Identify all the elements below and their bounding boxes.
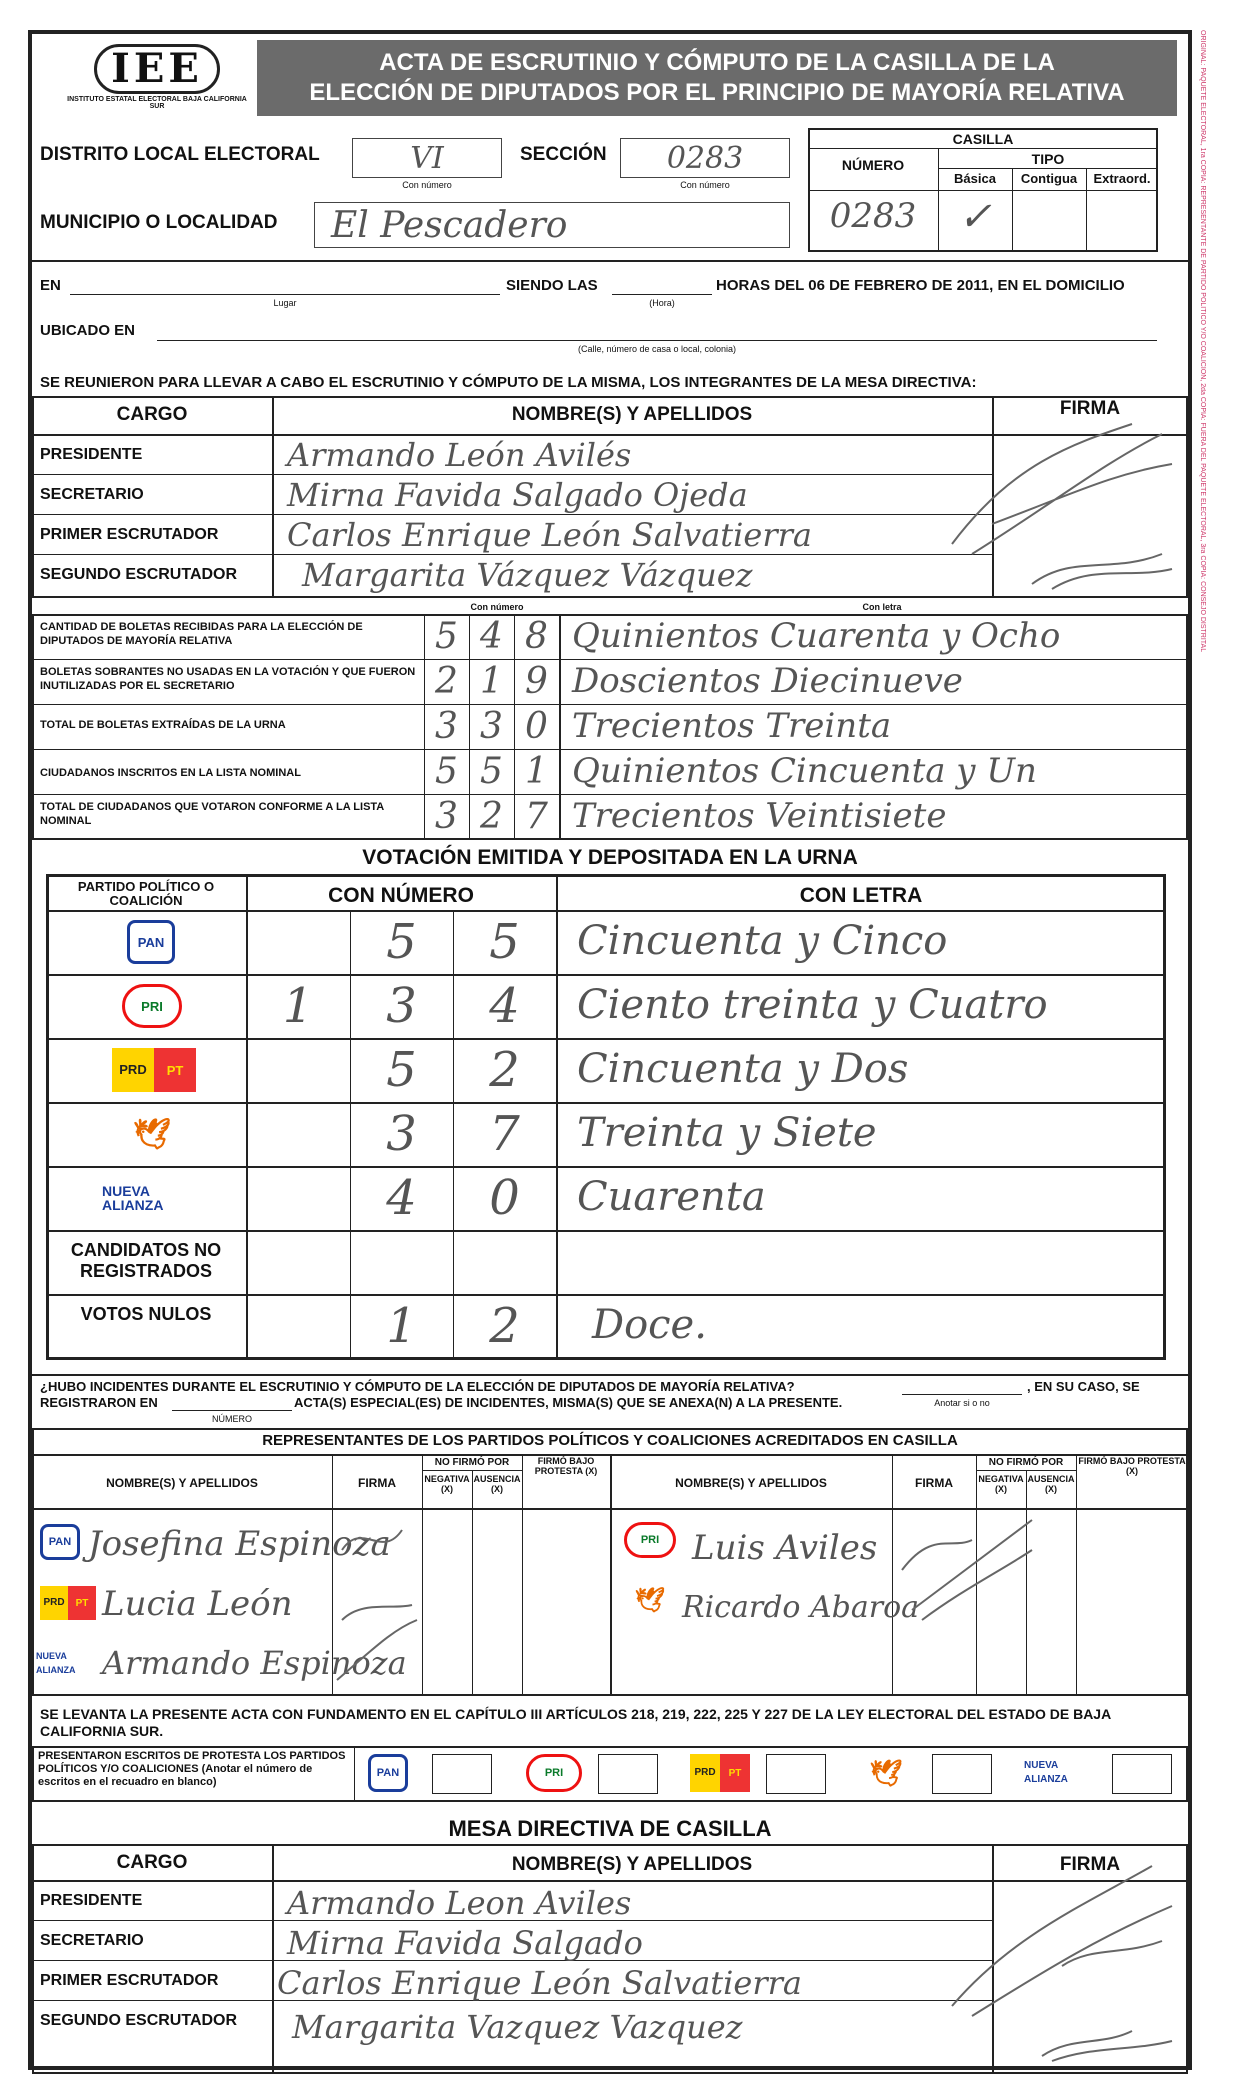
calle-hint: (Calle, número de casa o local, colonia) [577,344,737,354]
municipio-field[interactable] [314,202,790,248]
count-letra-4: Trecientos Veintisiete [572,796,947,836]
distrito-value: VI [410,141,444,176]
incidentes-question-end: , EN SU CASO, SE [1027,1379,1140,1394]
count-letra-3: Quinientos Cincuenta y Un [572,751,1037,791]
ubicado-label: UBICADO EN [40,322,136,339]
rep-ausencia-left: AUSENCIA (X) [473,1474,521,1494]
vote-digit-1-0: 1 [282,978,314,1034]
rep-left-name-1: Lucia León [102,1584,293,1624]
iee-logo [62,44,252,114]
title-band [257,40,1177,116]
rep-left-name-2: Armando Espinoza [102,1644,407,1682]
rep-right-name-0: Luis Aviles [692,1528,878,1568]
rep-right-signatures [892,1510,1042,1630]
basica-check[interactable]: ✓ [958,194,992,240]
candidatos-no-registrados-label: CANDIDATOS NO REGISTRADOS [70,1240,222,1281]
mesa2-name-1: Mirna Favida Salgado [287,1924,643,1962]
reunieron-text: SE REUNIERON PARA LLEVAR A CABO EL ESCRUTINIO Y CÓMPUTO DE LA MISMA, LOS INTEGRANTES DE LA MESA DIRECTIVA: [40,374,977,391]
seccion-hint: Con número [680,180,730,190]
count-digit-1-0: 2 [435,661,458,702]
rep-nombres-header-right: NOMBRE(S) Y APELLIDOS [675,1476,827,1490]
count-digit-4-1: 2 [480,796,503,837]
mesa1-name-3: Margarita Vázquez Vázquez [302,556,753,594]
count-digit-2-1: 3 [480,706,503,747]
mesa1-cargo-2: PRIMER ESCRUTADOR [40,526,219,543]
mesa2-cargo-1: SECRETARIO [40,1932,144,1949]
vote-digit-1-2: 4 [489,978,520,1034]
rep-convergencia-icon: 🕊 [634,1586,666,1614]
vote-digit-2-1: 5 [386,1042,417,1098]
rep-protesta-right: FIRMÓ BAJO PROTESTA (X) [1078,1456,1186,1476]
vote-digit-4-2: 0 [489,1170,520,1226]
vote-digit-2-2: 2 [489,1042,520,1098]
rep-ausencia-right: AUSENCIA (X) [1027,1474,1075,1494]
seccion-value: 0283 [666,141,744,176]
extraord-label: Extraord. [1093,171,1151,186]
mesa1-cargo-3: SEGUNDO ESCRUTADOR [40,566,238,583]
letra-header: CON LETRA [799,884,923,907]
basica-label: Básica [954,171,996,186]
vote-letra-0: Cincuenta y Cinco [577,918,948,964]
distrito-label: DISTRITO LOCAL ELECTORAL [40,144,320,165]
count-label-3: CIUDADANOS INSCRITOS EN LA LISTA NOMINAL [40,767,301,779]
en-label: EN [40,277,61,294]
protesta-nueva-alianza-icon: NUEVA ALIANZA [1024,1760,1068,1785]
anotar-hint: Anotar si o no [934,1398,990,1408]
mesa2-cargo-2: PRIMER ESCRUTADOR [40,1972,219,1989]
mesa1-cargo-header: CARGO [116,404,188,425]
rep-protesta-left: FIRMÓ BAJO PROTESTA (X) [534,1456,598,1476]
protesta-prd-pt-icon: PRD PT [690,1754,750,1792]
mesa2-title: MESA DIRECTIVA DE CASILLA [448,1816,772,1841]
vote-digit-6-1: 1 [386,1298,417,1354]
mesa1-nombres-header: NOMBRE(S) Y APELLIDOS [511,404,753,425]
vote-letra-3: Treinta y Siete [577,1110,877,1156]
municipio-value: El Pescadero [331,205,568,246]
count-digit-3-1: 5 [480,751,503,792]
numero-header: CON NÚMERO [328,884,474,907]
rep-firma-header-right: FIRMA [915,1476,953,1490]
rep-nueva-alianza-icon: NUEVA ALIANZA [36,1651,76,1675]
count-digit-1-2: 9 [525,661,548,702]
lugar-hint: Lugar [273,298,297,308]
title-line-1: ACTA DE ESCRUTINIO Y CÓMPUTO DE LA CASILLA DE LA [379,49,1055,76]
rep-prd-pt-icon: PRD PT [40,1586,96,1620]
count-digit-4-2: 7 [525,796,548,837]
nueva-alianza-logo-icon: NUEVA ALIANZA [102,1183,164,1213]
horas-text: HORAS DEL 06 DE FEBRERO DE 2011, EN EL DOMICILIO [716,277,1125,294]
partido-header: PARTIDO POLÍTICO O COALICIÓN [77,879,215,908]
rep-right-name-1: Ricardo Abaroa [682,1590,920,1625]
counts-letra-hint: Con letra [862,602,902,612]
protesta-pan-box[interactable] [432,1754,492,1794]
rep-pan-icon: PAN [40,1524,80,1560]
mesa2-name-3: Margarita Vazquez Vazquez [292,2008,743,2046]
protesta-conv-box[interactable] [932,1754,992,1794]
representantes-title: REPRESENTANTES DE LOS PARTIDOS POLÍTICOS Y COALICIONES ACREDITADOS EN CASILLA [262,1432,958,1449]
incidentes-acta-text: ACTA(S) ESPECIAL(ES) DE INCIDENTES, MISMA(S) QUE SE ANEXA(N) A LA PRESENTE. [294,1395,843,1410]
pri-logo-icon: PRI [122,984,182,1028]
count-label-1: BOLETAS SOBRANTES NO USADAS EN LA VOTACIÓN Y QUE FUERON INUTILIZADAS POR EL SECRETARIO [40,666,416,692]
pan-logo-icon: PAN [127,920,175,964]
vote-letra-6: Doce. [592,1302,707,1348]
rep-negativa-right: NEGATIVA (X) [978,1474,1024,1494]
mesa1-name-1: Mirna Favida Salgado Ojeda [287,476,748,514]
distrito-hint: Con número [402,180,452,190]
rep-left-name-0: Josefina Espinoza [88,1524,391,1564]
vote-letra-2: Cincuenta y Dos [577,1046,909,1092]
count-digit-3-2: 1 [525,751,548,792]
vote-digit-1-1: 3 [386,978,417,1034]
incidentes-registraron: REGISTRARON EN [40,1395,158,1410]
count-label-2: TOTAL DE BOLETAS EXTRAÍDAS DE LA URNA [40,719,286,731]
rep-nofirmo-left: NO FIRMÓ POR [434,1457,510,1468]
vote-letra-4: Cuarenta [577,1174,766,1220]
mesa2-nombres-header: NOMBRE(S) Y APELLIDOS [511,1854,753,1875]
vote-letra-1: Ciento treinta y Cuatro [577,982,1048,1028]
mesa1-name-0: Armando León Avilés [287,436,632,474]
counts-numero-hint: Con número [470,602,524,612]
votacion-title: VOTACIÓN EMITIDA Y DEPOSITADA EN LA URNA [362,846,858,869]
casilla-numero-value: 0283 [829,196,917,236]
rep-left-signatures [332,1510,422,1694]
count-letra-1: Doscientos Diecinueve [572,661,963,701]
mesa1-cargo-1: SECRETARIO [40,486,144,503]
convergencia-logo-icon: 🕊 [132,1117,172,1151]
protesta-pri-icon: PRI [526,1754,582,1792]
count-letra-0: Quinientos Cuarenta y Ocho [572,616,1061,656]
count-label-0: CANTIDAD DE BOLETAS RECIBIDAS PARA LA ELECCIÓN DE DIPUTADOS DE MAYORÍA RELATIVA [40,621,363,647]
count-digit-0-1: 4 [480,616,503,657]
incidentes-question: ¿HUBO INCIDENTES DURANTE EL ESCRUTINIO Y CÓMPUTO DE LA ELECCIÓN DE DIPUTADOS DE MAYORÍA RELATIVA? [40,1379,795,1394]
numero-hint: NÚMERO [212,1414,252,1424]
numero-label: NÚMERO [841,157,905,173]
fundamento-text: SE LEVANTA LA PRESENTE ACTA CON FUNDAMENTO EN EL CAPÍTULO III ARTÍCULOS 218, 219, 222, 225 Y 227 DE LA LEY ELECTORAL DEL ESTADO DE BAJA CALIFORNIA SUR. [40,1706,1111,1739]
count-digit-1-1: 1 [480,661,503,702]
casilla-label: CASILLA [952,131,1014,147]
distrito-field[interactable] [352,138,502,178]
mesa2-cargo-3: SEGUNDO ESCRUTADOR [40,2012,238,2029]
mesa1-cargo-0: PRESIDENTE [40,446,143,463]
rep-negativa-left: NEGATIVA (X) [424,1474,470,1494]
protesta-na-box[interactable] [1112,1754,1172,1794]
vote-digit-6-2: 2 [489,1298,520,1354]
seccion-field[interactable] [620,138,790,178]
protesta-convergencia-icon: 🕊 [869,1757,903,1788]
contigua-label: Contigua [1020,171,1078,186]
protesta-prd-pt-box[interactable] [766,1754,826,1794]
count-digit-2-0: 3 [435,706,458,747]
hora-hint: (Hora) [649,298,675,308]
vote-digit-4-1: 4 [386,1170,417,1226]
vote-digit-0-2: 5 [489,914,520,970]
municipio-label: MUNICIPIO O LOCALIDAD [40,212,278,233]
mesa1-firma-header: FIRMA [1059,398,1121,419]
votos-nulos-label: VOTOS NULOS [80,1304,212,1324]
siendo-label: SIENDO LAS [506,277,598,294]
rep-firma-header-left: FIRMA [358,1476,396,1490]
mesa2-cargo-header: CARGO [116,1852,188,1873]
mesa2-name-0: Armando Leon Aviles [287,1884,632,1922]
mesa1-signatures [932,404,1182,594]
mesa1-name-2: Carlos Enrique León Salvatierra [287,516,812,554]
protesta-text: PRESENTARON ESCRITOS DE PROTESTA LOS PARTIDOS POLÍTICOS Y/O COALICIONES (Anotar el número de escritos en el recuadro en blanco) [38,1750,346,1788]
vote-digit-3-2: 7 [489,1106,520,1162]
count-digit-0-0: 5 [435,616,458,657]
protesta-pri-box[interactable] [598,1754,658,1794]
acta-sheet [28,30,1192,2070]
count-digit-3-0: 5 [435,751,458,792]
rep-pri-icon: PRI [624,1522,676,1558]
count-letra-2: Trecientos Treinta [572,706,892,746]
logo-text: IEE [94,44,220,94]
count-digit-2-2: 0 [525,706,548,747]
rep-nombres-header-left: NOMBRE(S) Y APELLIDOS [106,1476,258,1490]
count-digit-4-0: 3 [435,796,458,837]
mesa2-firma-header: FIRMA [1059,1854,1121,1875]
rep-nofirmo-right: NO FIRMÓ POR [988,1457,1064,1468]
side-copy-strip: ORIGINAL: PAQUETE ELECTORAL, 1ra COPIA: REPRESENTANTE DE PARTIDO POLÍTICO Y/O COALICIÓN, 2da COPIA: FUERA DEL PAQUETE ELECTORAL, 3ra COPIA: CONSEJO DISTRITAL [1199,30,1206,653]
tipo-label: TIPO [1031,151,1065,167]
title-line-2: ELECCIÓN DE DIPUTADOS POR EL PRINCIPIO DE MAYORÍA RELATIVA [309,79,1125,106]
seccion-label: SECCIÓN [520,144,607,165]
vote-digit-0-1: 5 [386,914,417,970]
mesa2-signatures [932,1846,1182,2070]
vote-digit-3-1: 3 [386,1106,417,1162]
count-label-4: TOTAL DE CIUDADANOS QUE VOTARON CONFORME A LA LISTA NOMINAL [40,801,384,827]
mesa2-name-2: Carlos Enrique León Salvatierra [277,1964,802,2002]
logo-subtext: INSTITUTO ESTATAL ELECTORAL BAJA CALIFORNIA SUR [67,96,247,110]
protesta-pan-icon: PAN [368,1754,408,1792]
prd-pt-logo-icon: PRD PT [112,1048,196,1092]
count-digit-0-2: 8 [525,616,548,657]
mesa2-cargo-0: PRESIDENTE [40,1892,143,1909]
